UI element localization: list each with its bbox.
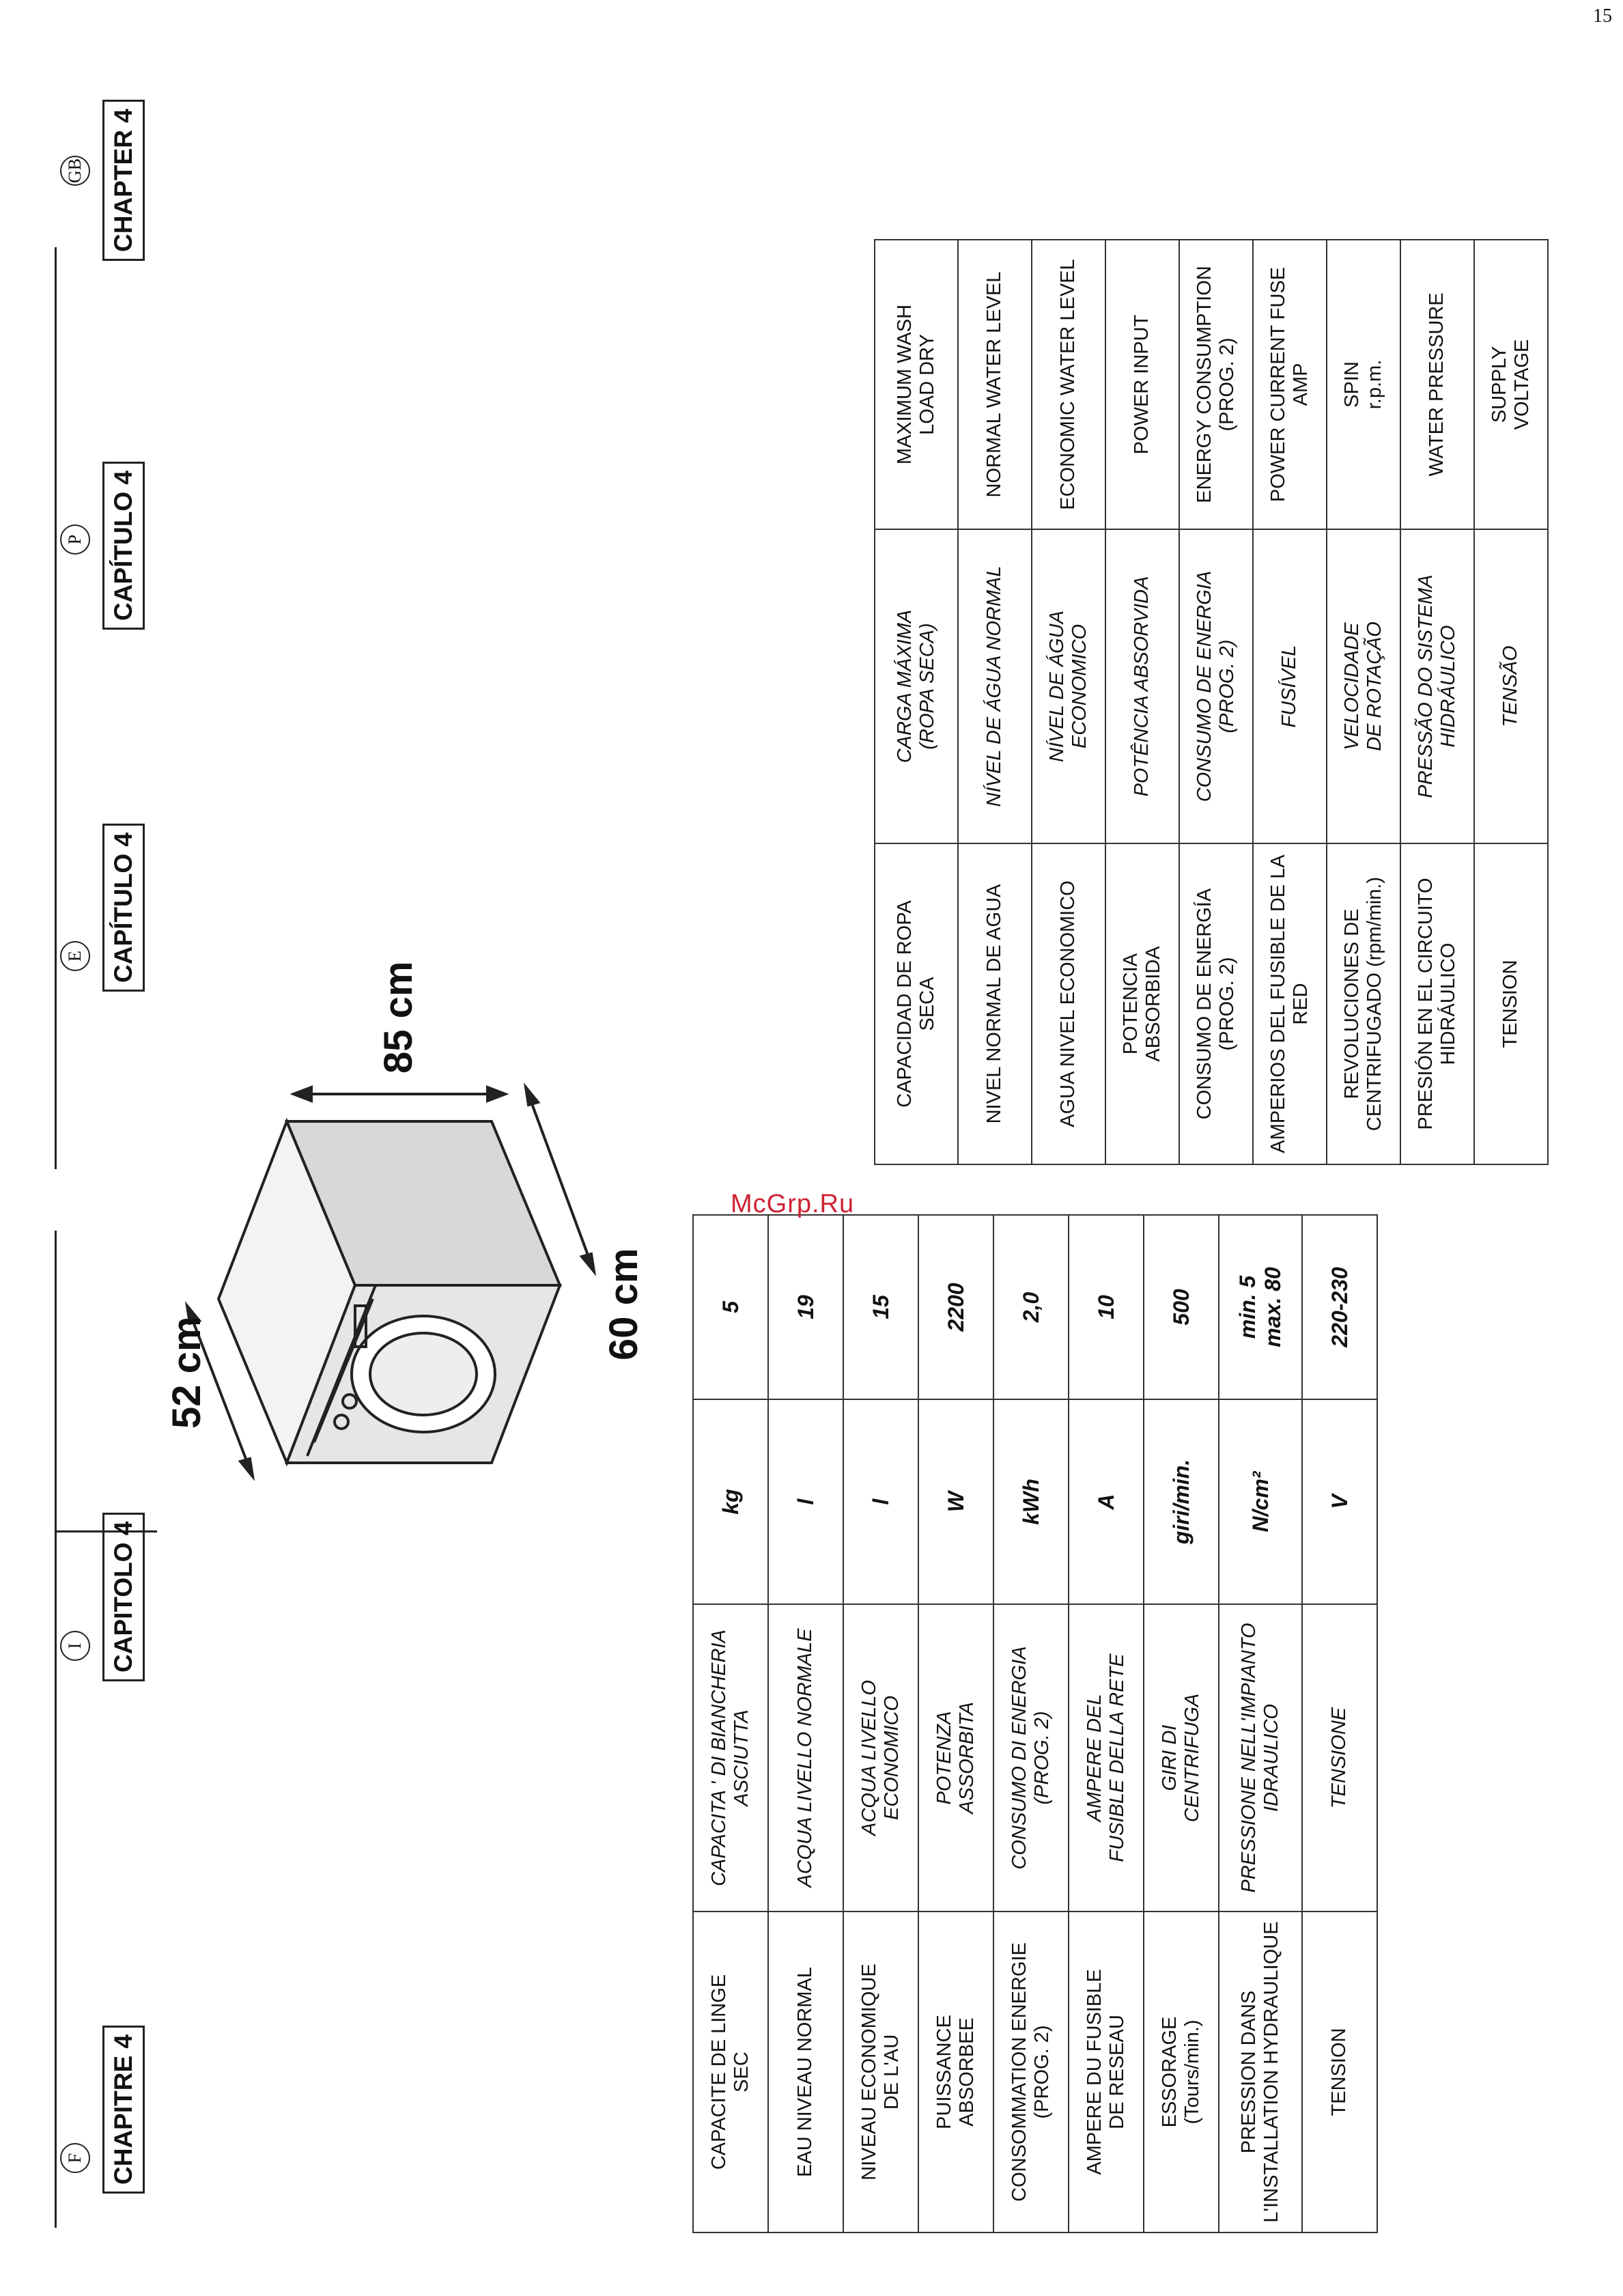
spec-row-right: [1105, 240, 1179, 1164]
cell-es: AMPERIOS DEL FUSIBLE DE LA RED: [1253, 843, 1327, 1164]
cell-value: 19: [768, 1215, 843, 1399]
cell-it: AMPERE DEL FUSIBLE DELLA RETE: [1069, 1604, 1144, 1912]
page-number: 15: [1593, 5, 1612, 27]
spec-row-left: [1302, 1215, 1377, 2232]
cell-value: 10: [1069, 1215, 1144, 1399]
rule-right: [55, 247, 57, 1169]
cell-unit: A: [1069, 1399, 1144, 1604]
cell-pt: PRESSÃO DO SISTEMA HIDRÁULICO: [1400, 529, 1474, 843]
spec-row-left: [693, 1215, 768, 2232]
cell-fr: CAPACITE DE LINGE SEC: [693, 1912, 768, 2232]
cell-it: ACQUA LIVELLO NORMALE: [768, 1604, 843, 1912]
cell-unit: giri/min.: [1144, 1399, 1219, 1604]
cell-gb: ECONOMIC WATER LEVEL: [1032, 240, 1105, 529]
dimension-height: 85 cm: [376, 961, 421, 1074]
cell-es: CONSUMO DE ENERGÍA (PROG. 2): [1179, 843, 1253, 1164]
chapter-title-gb: CHAPTER 4: [102, 100, 145, 261]
cell-fr: TENSION: [1302, 1912, 1377, 2232]
cell-pt: POTÊNCIA ABSORVIDA: [1105, 529, 1179, 843]
spec-row-left: [768, 1215, 843, 2232]
spec-row-right: [875, 240, 958, 1164]
spec-row-left: [843, 1215, 918, 2232]
cell-it: PRESSIONE NELL'IMPIANTO IDRAULICO: [1219, 1604, 1302, 1912]
spec-row-left: [993, 1215, 1069, 2232]
dimension-width: 52 cm: [165, 1316, 209, 1429]
lang-badge-es: E: [60, 941, 90, 971]
spec-row-right: [1032, 240, 1105, 1164]
cell-unit: V: [1302, 1399, 1377, 1604]
spec-row-right: [1474, 240, 1548, 1164]
watermark: McGrp.Ru: [731, 1190, 855, 1218]
cell-fr: AMPERE DU FUSIBLE DE RESEAU: [1069, 1912, 1144, 2232]
cell-it: ACQUA LIVELLO ECONOMICO: [843, 1604, 918, 1912]
cell-value: 5: [693, 1215, 768, 1399]
lang-badge-gb: GB: [60, 156, 90, 186]
cell-gb: SUPPLY VOLTAGE: [1474, 240, 1548, 529]
cell-pt: FUSÍVEL: [1253, 529, 1327, 843]
cell-fr: PRESSION DANS L'INSTALLATION HYDRAULIQUE: [1219, 1912, 1302, 2232]
cell-es: REVOLUCIONES DE CENTRIFUGADO (rpm/min.): [1327, 843, 1400, 1164]
cell-es: POTENCIA ABSORBIDA: [1105, 843, 1179, 1164]
cell-it: CAPACITA ' DI BIANCHERIA ASCIUTTA: [693, 1604, 768, 1912]
cell-gb: SPIN r.p.m.: [1327, 240, 1400, 529]
cell-pt: CONSUMO DE ENERGIA (PROG. 2): [1179, 529, 1253, 843]
cell-gb: NORMAL WATER LEVEL: [958, 240, 1032, 529]
rule-left: [55, 1231, 57, 2228]
spec-row-right: [1179, 240, 1253, 1164]
cell-fr: NIVEAU ECONOMIQUE DE L'AU: [843, 1912, 918, 2232]
cell-value: min. 5 max. 80: [1219, 1215, 1302, 1399]
lang-badge-it: I: [60, 1631, 90, 1661]
cell-gb: POWER CURRENT FUSE AMP: [1253, 240, 1327, 529]
dimension-depth: 60 cm: [602, 1248, 646, 1360]
lang-badge-pt: P: [60, 524, 90, 555]
washing-machine-illustration: [178, 1026, 615, 1504]
spec-table-left: [692, 1214, 1378, 2233]
cell-gb: POWER INPUT: [1105, 240, 1179, 529]
spec-row-left: [1069, 1215, 1144, 2232]
spec-row-left: [918, 1215, 993, 2232]
cell-es: PRESIÓN EN EL CIRCUITO HIDRÁULICO: [1400, 843, 1474, 1164]
spec-row-right: [958, 240, 1032, 1164]
chapter-title-fr: CHAPITRE 4: [102, 2026, 145, 2194]
chapter-title-pt: CAPÍTULO 4: [102, 462, 145, 630]
chapter-title-it: CAPITOLO 4: [102, 1513, 145, 1681]
cell-value: 220-230: [1302, 1215, 1377, 1399]
spec-row-left: [1144, 1215, 1219, 2232]
washing-machine-icon: [218, 1121, 560, 1463]
lang-badge-fr: F: [60, 2143, 90, 2173]
cell-it: GIRI DI CENTRIFUGA: [1144, 1604, 1219, 1912]
cell-fr: EAU NIVEAU NORMAL: [768, 1912, 843, 2232]
cell-fr: ESSORAGE (Tours/min.): [1144, 1912, 1219, 2232]
cell-fr: CONSOMMATION ENERGIE (PROG. 2): [993, 1912, 1069, 2232]
cell-es: CAPACIDAD DE ROPA SECA: [875, 843, 958, 1164]
cell-it: TENSIONE: [1302, 1604, 1377, 1912]
cell-unit: kg: [693, 1399, 768, 1604]
cell-pt: NÍVEL DE ÁGUA NORMAL: [958, 529, 1032, 843]
cell-it: POTENZA ASSORBITA: [918, 1604, 993, 1912]
cell-pt: NÍVEL DE ÁGUA ECONOMICO: [1032, 529, 1105, 843]
spec-row-left: [1219, 1215, 1302, 2232]
spec-row-right: [1253, 240, 1327, 1164]
chapter-title-es: CAPÍTULO 4: [102, 824, 145, 992]
cell-es: NIVEL NORMAL DE AGUA: [958, 843, 1032, 1164]
cell-value: 2,0: [993, 1215, 1069, 1399]
spec-row-right: [1327, 240, 1400, 1164]
cell-pt: CARGA MÁXIMA (ROPA SECA): [875, 529, 958, 843]
cell-it: CONSUMO DI ENERGIA (PROG. 2): [993, 1604, 1069, 1912]
spec-table-right: [874, 239, 1549, 1165]
cell-value: 500: [1144, 1215, 1219, 1399]
spec-row-right: [1400, 240, 1474, 1164]
cell-unit: l: [843, 1399, 918, 1604]
cell-fr: PUISSANCE ABSORBEE: [918, 1912, 993, 2232]
cell-unit: W: [918, 1399, 993, 1604]
cell-gb: WATER PRESSURE: [1400, 240, 1474, 529]
cell-gb: MAXIMUM WASH LOAD DRY: [875, 240, 958, 529]
cell-unit: l: [768, 1399, 843, 1604]
cell-es: TENSION: [1474, 843, 1548, 1164]
cell-es: AGUA NIVEL ECONOMICO: [1032, 843, 1105, 1164]
cell-value: 15: [843, 1215, 918, 1399]
cell-pt: VELOCIDADE DE ROTAÇÃO: [1327, 529, 1400, 843]
cell-gb: ENERGY CONSUMPTION (PROG. 2): [1179, 240, 1253, 529]
cell-pt: TENSÃO: [1474, 529, 1548, 843]
cell-unit: N/cm²: [1219, 1399, 1302, 1604]
cell-unit: kWh: [993, 1399, 1069, 1604]
cell-value: 2200: [918, 1215, 993, 1399]
